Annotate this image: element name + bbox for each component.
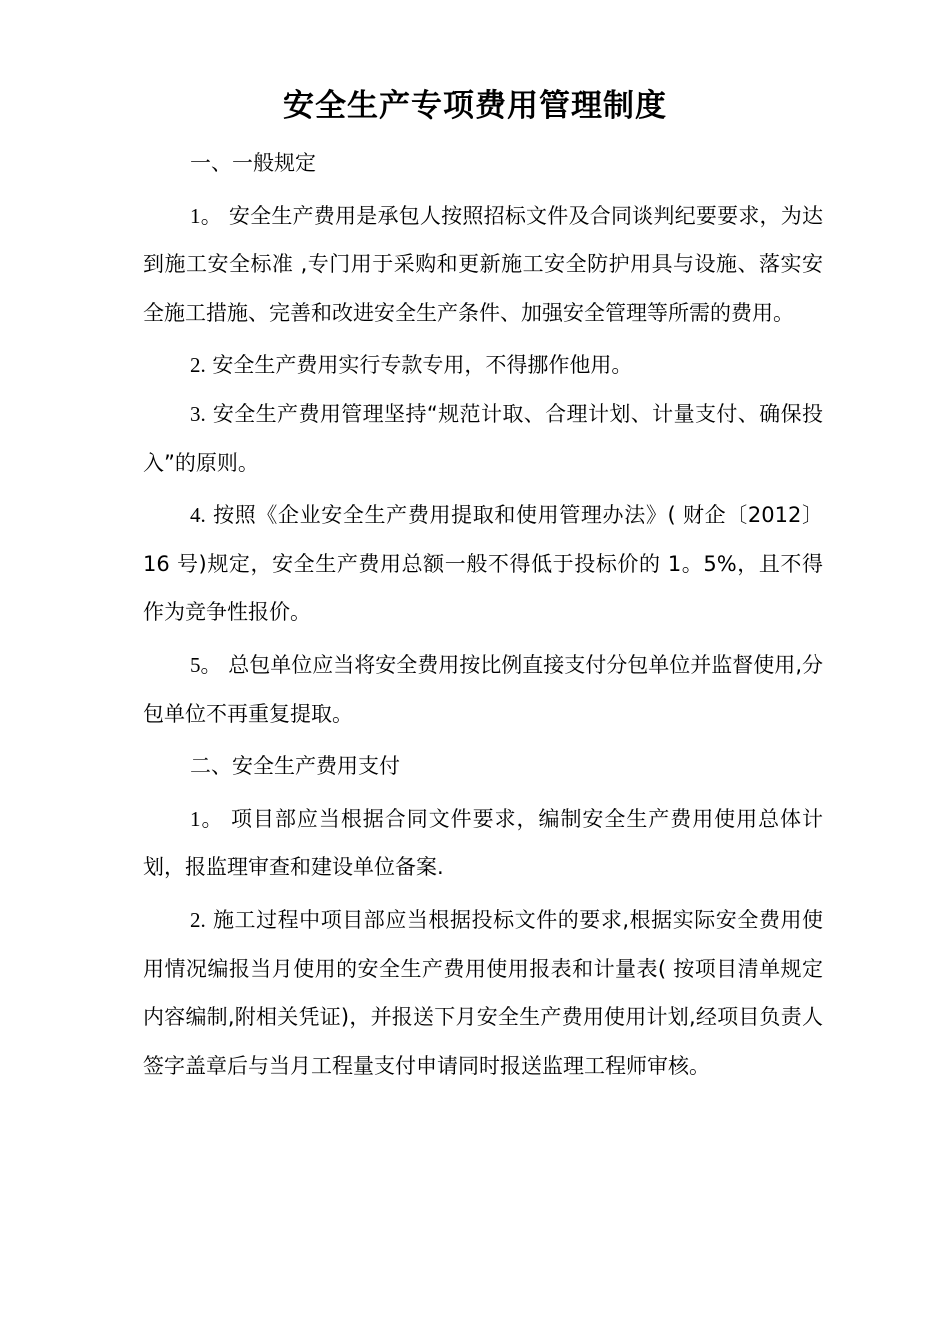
paragraph-payment-1 <box>143 795 823 892</box>
paragraph-general-4 <box>143 491 823 637</box>
section-heading-payment: 二、安全生产费用支付 <box>190 754 400 779</box>
paragraph-text: 安全生产费用管理坚持“规范计取、合理计划、计量支付、确保投入”的原则。 <box>143 401 823 475</box>
paragraph-text: 施工过程中项目部应当根据投标文件的要求,根据实际安全费用使用情况编报当月使用的安全生产费用使用报表和计量表( 按项目清单规定内容编制,附相关凭证)，并报送下月安全生产费用使用计划,经项目负责人签字盖章后与当月工程量支付申请同时报送监理工程师审核。 <box>143 907 823 1078</box>
document-body <box>143 139 823 1090</box>
paragraph-payment-2 <box>143 896 823 1090</box>
paragraph-general-5 <box>143 641 823 738</box>
paragraph-text: 项目部应当根据合同文件要求，编制安全生产费用使用总体计划，报监理审查和建设单位备案. <box>143 806 823 880</box>
paragraph-number: 1。 <box>190 203 222 228</box>
paragraph-number: 2. <box>190 353 206 378</box>
paragraph-general-3 <box>143 390 823 487</box>
paragraph-general-2 <box>143 341 823 390</box>
section-heading-general: 一、一般规定 <box>190 151 316 175</box>
paragraph-text: 按照《企业安全生产费用提取和使用管理办法》( 财企〔2012〕16 号)规定，安全生产费用总额一般不得低于投标价的 1。5%，且不得作为竞争性报价。 <box>143 503 823 625</box>
paragraph-number: 3. <box>190 401 206 426</box>
paragraph-number: 1。 <box>190 806 224 831</box>
paragraph-text: 安全生产费用是承包人按照招标文件及合同谈判纪要要求，为达到施工安全标准 ,专门用于采购和更新施工安全防护用具与设施、落实安全施工措施、完善和改进安全生产条件、加强安全管理等所需的费用。 <box>143 203 823 325</box>
paragraph-text: 总包单位应当将安全费用按比例直接支付分包单位并监督使用,分包单位不再重复提取。 <box>143 652 823 726</box>
paragraph-number: 4. <box>190 503 206 528</box>
paragraph-text: 安全生产费用实行专款专用，不得挪作他用。 <box>205 353 633 378</box>
paragraph-general-1 <box>143 192 823 338</box>
paragraph-number: 2. <box>190 907 206 932</box>
document-title: 安全生产专项费用管理制度 <box>283 88 667 124</box>
paragraph-number: 5。 <box>190 652 222 677</box>
